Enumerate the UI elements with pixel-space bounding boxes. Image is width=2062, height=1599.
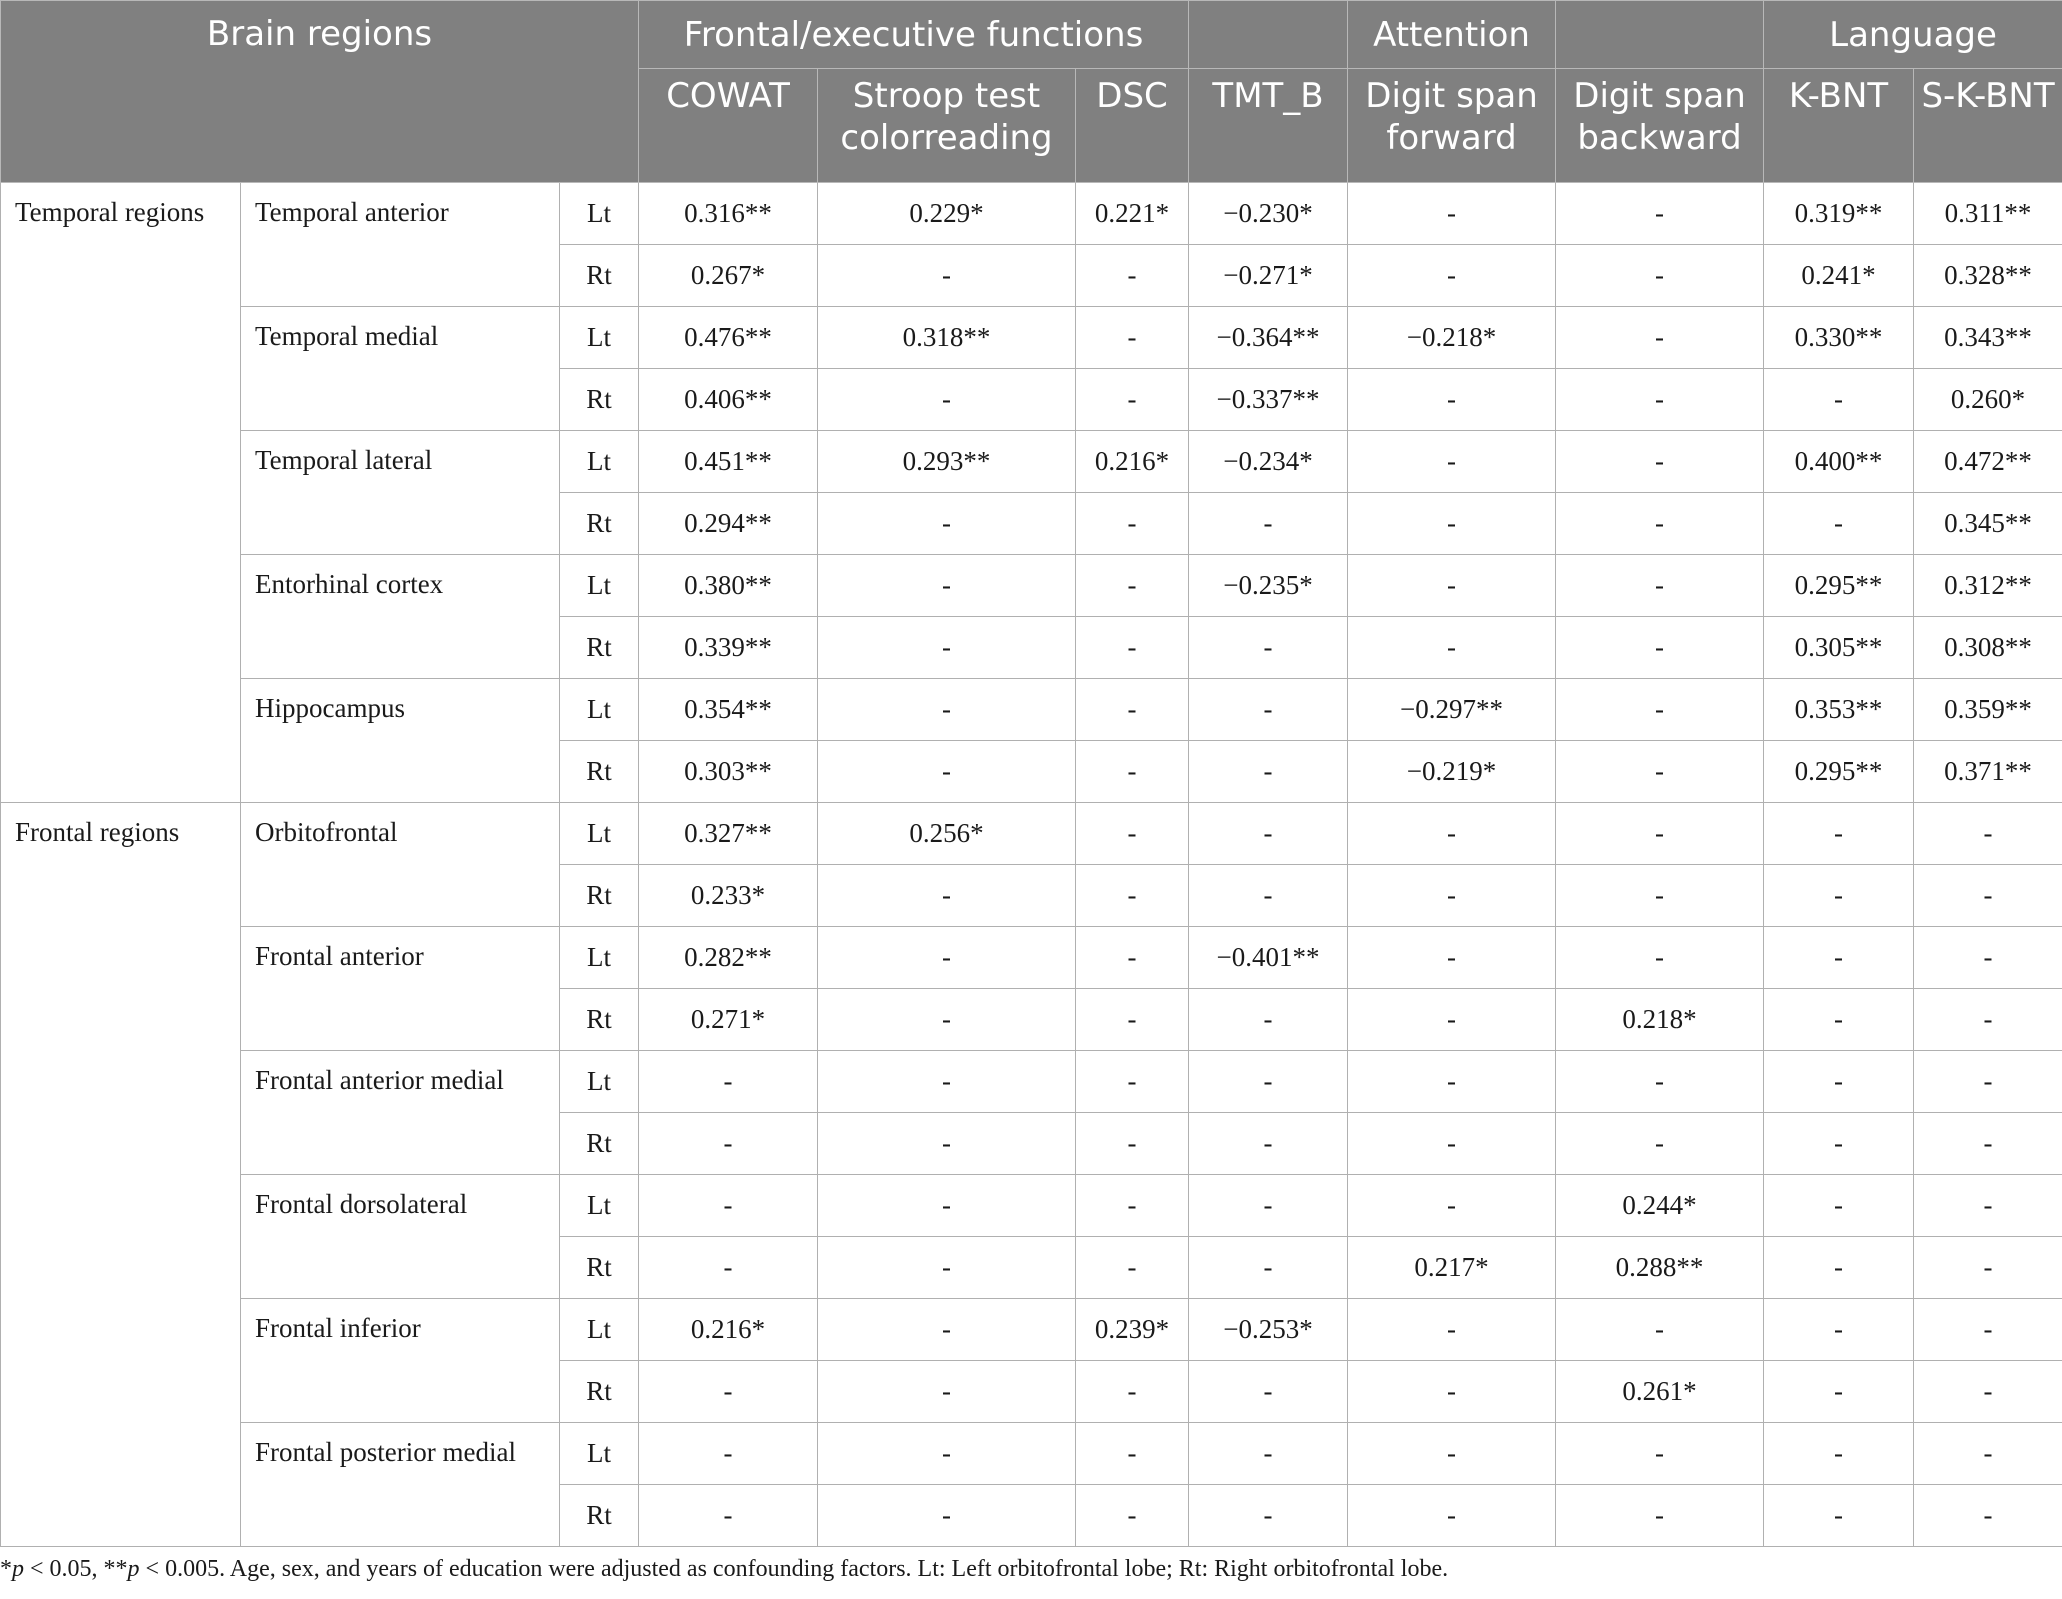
table-cell: - (1556, 245, 1764, 307)
region-label: Temporal anterior (241, 183, 560, 307)
table-cell: - (1914, 927, 2062, 989)
hemisphere-label: Lt (560, 1299, 639, 1361)
table-cell: - (639, 1051, 818, 1113)
region-label: Frontal posterior medial (241, 1423, 560, 1547)
table-row (1, 307, 2062, 369)
hemisphere-label: Lt (560, 927, 639, 989)
table-cell: - (818, 245, 1076, 307)
table-cell: 0.216* (1076, 431, 1189, 493)
table-cell: - (1348, 1485, 1556, 1547)
table-cell: - (1189, 1113, 1348, 1175)
table-cell: - (639, 1423, 818, 1485)
table-cell: 0.339** (639, 617, 818, 679)
table-cell: - (1348, 989, 1556, 1051)
table-cell: - (1556, 493, 1764, 555)
hemisphere-label: Rt (560, 865, 639, 927)
table-cell: - (639, 1113, 818, 1175)
table-cell: - (1764, 989, 1914, 1051)
table-cell: - (1076, 1361, 1189, 1423)
table-cell: - (1764, 369, 1914, 431)
header-col-tmt-b: TMT_B (1189, 69, 1348, 183)
table-cell: - (818, 927, 1076, 989)
table-cell: - (1348, 1299, 1556, 1361)
hemisphere-label: Rt (560, 1237, 639, 1299)
table-cell: - (818, 1423, 1076, 1485)
header-col-k-bnt: K-BNT (1764, 69, 1914, 183)
table-cell: 0.221* (1076, 183, 1189, 245)
table-cell: - (1556, 1423, 1764, 1485)
table-cell: 0.316** (639, 183, 818, 245)
table-cell: - (1556, 865, 1764, 927)
table-cell: - (1914, 989, 2062, 1051)
table-cell: 0.218* (1556, 989, 1764, 1051)
table-cell: - (1189, 865, 1348, 927)
table-cell: 0.476** (639, 307, 818, 369)
table-cell: 0.354** (639, 679, 818, 741)
region-label: Hippocampus (241, 679, 560, 803)
table-cell: - (1348, 245, 1556, 307)
header-col-digit-span-backward: Digit span backward (1556, 69, 1764, 183)
hemisphere-label: Lt (560, 431, 639, 493)
hemisphere-label: Rt (560, 1113, 639, 1175)
table-cell: - (1189, 989, 1348, 1051)
hemisphere-label: Lt (560, 679, 639, 741)
table-cell: - (1914, 1485, 2062, 1547)
table-cell: - (1189, 1237, 1348, 1299)
hemisphere-label: Rt (560, 741, 639, 803)
hemisphere-label: Rt (560, 1361, 639, 1423)
table-cell: - (1348, 555, 1556, 617)
table-cell: - (1348, 1051, 1556, 1113)
region-label: Orbitofrontal (241, 803, 560, 927)
hemisphere-label: Rt (560, 493, 639, 555)
table-cell: −0.219* (1348, 741, 1556, 803)
region-label: Frontal anterior medial (241, 1051, 560, 1175)
header-col-s-k-bnt: S-K-BNT (1914, 69, 2062, 183)
table-cell: 0.267* (639, 245, 818, 307)
table-cell: - (1189, 1175, 1348, 1237)
table-cell: 0.308** (1914, 617, 2062, 679)
table-cell: 0.303** (639, 741, 818, 803)
table-cell: - (1764, 803, 1914, 865)
table-cell: - (1076, 1113, 1189, 1175)
table-cell: - (1914, 1361, 2062, 1423)
table-cell: - (639, 1237, 818, 1299)
table-cell: 0.451** (639, 431, 818, 493)
hemisphere-label: Lt (560, 803, 639, 865)
table-cell: 0.271* (639, 989, 818, 1051)
table-cell: - (1764, 927, 1914, 989)
table-cell: - (1348, 1113, 1556, 1175)
hemisphere-label: Lt (560, 1051, 639, 1113)
table-row (1, 1175, 2062, 1237)
table-row (1, 1051, 2062, 1113)
table-cell: 0.282** (639, 927, 818, 989)
table-cell: - (1764, 1485, 1914, 1547)
table-cell: 0.380** (639, 555, 818, 617)
table-cell: - (1348, 1423, 1556, 1485)
table-cell: - (818, 1361, 1076, 1423)
header-col-digit-span-forward: Digit span forward (1348, 69, 1556, 183)
table-cell: - (639, 1361, 818, 1423)
table-cell: - (1348, 1361, 1556, 1423)
table-cell: - (818, 989, 1076, 1051)
hemisphere-label: Lt (560, 307, 639, 369)
table-cell: - (1189, 493, 1348, 555)
table-cell: −0.253* (1189, 1299, 1348, 1361)
hemisphere-label: Lt (560, 1175, 639, 1237)
table-cell: 0.345** (1914, 493, 2062, 555)
table-cell: 0.318** (818, 307, 1076, 369)
table-cell: - (1076, 927, 1189, 989)
table-cell: - (1076, 493, 1189, 555)
table-cell: - (1764, 865, 1914, 927)
table-row (1, 183, 2062, 245)
table-cell: - (1189, 1051, 1348, 1113)
hemisphere-label: Rt (560, 989, 639, 1051)
table-cell: 0.319** (1764, 183, 1914, 245)
region-label: Temporal lateral (241, 431, 560, 555)
table-cell: - (1764, 1299, 1914, 1361)
table-cell: 0.229* (818, 183, 1076, 245)
hemisphere-label: Rt (560, 245, 639, 307)
table-cell: - (1076, 555, 1189, 617)
table-cell: - (1556, 803, 1764, 865)
table-cell: 0.353** (1764, 679, 1914, 741)
header-group-frontal-executive: Frontal/executive functions (639, 1, 1189, 69)
table-cell: - (1076, 741, 1189, 803)
header-group-spacer (1189, 1, 1348, 69)
table-cell: - (1189, 741, 1348, 803)
table-cell: - (818, 555, 1076, 617)
region-label: Entorhinal cortex (241, 555, 560, 679)
table-cell: - (639, 1175, 818, 1237)
table-cell: 0.293** (818, 431, 1076, 493)
table-cell: 0.294** (639, 493, 818, 555)
table-cell: - (1348, 803, 1556, 865)
header-col-cowat: COWAT (639, 69, 818, 183)
table-header (1, 1, 2062, 183)
hemisphere-label: Rt (560, 617, 639, 679)
header-group-spacer (1556, 1, 1764, 69)
table-cell: 0.472** (1914, 431, 2062, 493)
table-cell: - (1556, 617, 1764, 679)
table-cell: - (1556, 307, 1764, 369)
table-row (1, 927, 2062, 989)
table-cell: 0.295** (1764, 555, 1914, 617)
table-cell: - (1914, 1113, 2062, 1175)
group-label: Frontal regions (1, 803, 241, 1547)
table-cell: 0.359** (1914, 679, 2062, 741)
table-cell: - (818, 741, 1076, 803)
table-cell: - (1076, 803, 1189, 865)
header-group-attention: Attention (1348, 1, 1556, 69)
table-cell: - (1076, 1237, 1189, 1299)
hemisphere-label: Lt (560, 555, 639, 617)
table-cell: - (1764, 1175, 1914, 1237)
table-cell: - (1764, 1423, 1914, 1485)
table-cell: - (1076, 1175, 1189, 1237)
hemisphere-label: Lt (560, 183, 639, 245)
table-cell: - (1914, 1051, 2062, 1113)
table-cell: - (1764, 1051, 1914, 1113)
table-cell: - (818, 493, 1076, 555)
table-cell: - (1556, 555, 1764, 617)
table-cell: - (818, 1485, 1076, 1547)
table-cell: - (1076, 1423, 1189, 1485)
table-cell: - (1348, 183, 1556, 245)
table-cell: −0.297** (1348, 679, 1556, 741)
table-cell: - (818, 369, 1076, 431)
table-cell: 0.295** (1764, 741, 1914, 803)
table-row (1, 679, 2062, 741)
table-cell: - (1189, 1423, 1348, 1485)
table-cell: - (1348, 1175, 1556, 1237)
table-cell: −0.234* (1189, 431, 1348, 493)
table-cell: - (818, 617, 1076, 679)
table-cell: - (1764, 1237, 1914, 1299)
table-cell: - (639, 1485, 818, 1547)
table-cell: −0.401** (1189, 927, 1348, 989)
region-label: Frontal anterior (241, 927, 560, 1051)
table-body (1, 183, 2062, 1547)
table-cell: - (1556, 369, 1764, 431)
table-cell: −0.271* (1189, 245, 1348, 307)
table-cell: - (1076, 1051, 1189, 1113)
table-cell: 0.343** (1914, 307, 2062, 369)
table-cell: - (1764, 1113, 1914, 1175)
table-cell: 0.328** (1914, 245, 2062, 307)
table-cell: - (1556, 927, 1764, 989)
table-cell: - (1189, 617, 1348, 679)
table-row (1, 1299, 2062, 1361)
table-cell: 0.216* (639, 1299, 818, 1361)
header-col-dsc: DSC (1076, 69, 1189, 183)
table-cell: - (1914, 865, 2062, 927)
table-cell: - (1556, 183, 1764, 245)
table-cell: - (818, 1175, 1076, 1237)
table-cell: −0.218* (1348, 307, 1556, 369)
hemisphere-label: Rt (560, 369, 639, 431)
table-cell: - (1556, 1299, 1764, 1361)
table-cell: - (1348, 493, 1556, 555)
table-cell: - (1189, 1361, 1348, 1423)
table-cell: 0.305** (1764, 617, 1914, 679)
table-cell: - (1914, 1237, 2062, 1299)
header-col-stroop: Stroop test colorreading (818, 69, 1076, 183)
table-cell: −0.235* (1189, 555, 1348, 617)
table-cell: 0.241* (1764, 245, 1914, 307)
table-cell: 0.217* (1348, 1237, 1556, 1299)
table-cell: - (1189, 1485, 1348, 1547)
table-cell: - (1076, 307, 1189, 369)
region-label: Temporal medial (241, 307, 560, 431)
table-cell: −0.230* (1189, 183, 1348, 245)
table-row (1, 1423, 2062, 1485)
table-cell: - (1348, 431, 1556, 493)
table-cell: - (1189, 803, 1348, 865)
hemisphere-label: Lt (560, 1423, 639, 1485)
header-brain-regions: Brain regions (1, 1, 639, 183)
table-cell: - (818, 865, 1076, 927)
table-footnote: *p < 0.05, **p < 0.005. Age, sex, and years of education were adjusted as confounding factors. Lt: Left orbitofrontal lobe; Rt: Right orbitofrontal lobe. (0, 1556, 1449, 1582)
table-cell: 0.288** (1556, 1237, 1764, 1299)
table-cell: 0.261* (1556, 1361, 1764, 1423)
table-cell: - (1556, 1051, 1764, 1113)
table-cell: 0.371** (1914, 741, 2062, 803)
table-row (1, 803, 2062, 865)
table-cell: - (1076, 989, 1189, 1051)
table-cell: - (1076, 1485, 1189, 1547)
table-cell: - (1556, 679, 1764, 741)
table-cell: - (818, 1113, 1076, 1175)
table-cell: - (1076, 369, 1189, 431)
table-cell: 0.312** (1914, 555, 2062, 617)
hemisphere-label: Rt (560, 1485, 639, 1547)
table-cell: - (1348, 865, 1556, 927)
table-row (1, 431, 2062, 493)
table-cell: - (1348, 617, 1556, 679)
region-label: Frontal inferior (241, 1299, 560, 1423)
table-cell: - (818, 1299, 1076, 1361)
table-cell: 0.311** (1914, 183, 2062, 245)
table-cell: - (1764, 493, 1914, 555)
table-cell: - (818, 679, 1076, 741)
table-cell: 0.260* (1914, 369, 2062, 431)
table-cell: - (1914, 1175, 2062, 1237)
table-row (1, 555, 2062, 617)
table-cell: 0.233* (639, 865, 818, 927)
table-cell: - (818, 1237, 1076, 1299)
table-cell: - (1556, 1113, 1764, 1175)
table-cell: - (1076, 679, 1189, 741)
table-cell: - (1914, 1299, 2062, 1361)
table-cell: 0.406** (639, 369, 818, 431)
table-cell: 0.400** (1764, 431, 1914, 493)
table-cell: - (1914, 1423, 2062, 1485)
table-cell: 0.256* (818, 803, 1076, 865)
header-group-language: Language (1764, 1, 2062, 69)
table-cell: - (1076, 245, 1189, 307)
table-cell: - (1076, 865, 1189, 927)
table-cell: 0.244* (1556, 1175, 1764, 1237)
table-cell: - (1189, 679, 1348, 741)
table-cell: - (818, 1051, 1076, 1113)
table-cell: - (1914, 803, 2062, 865)
group-label: Temporal regions (1, 183, 241, 803)
table-cell: - (1556, 1485, 1764, 1547)
table-cell: - (1348, 927, 1556, 989)
table-cell: 0.239* (1076, 1299, 1189, 1361)
table-cell: - (1556, 741, 1764, 803)
table-cell: 0.330** (1764, 307, 1914, 369)
table-cell: 0.327** (639, 803, 818, 865)
table-cell: −0.337** (1189, 369, 1348, 431)
table-cell: - (1348, 369, 1556, 431)
region-label: Frontal dorsolateral (241, 1175, 560, 1299)
table-cell: −0.364** (1189, 307, 1348, 369)
table-cell: - (1764, 1361, 1914, 1423)
table-cell: - (1556, 431, 1764, 493)
table-cell: - (1076, 617, 1189, 679)
